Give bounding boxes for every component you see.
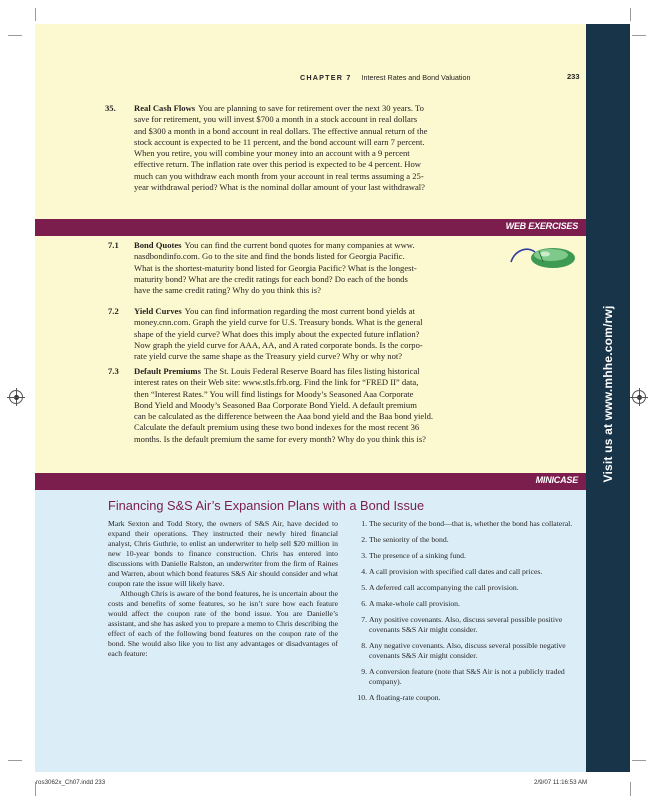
- problem-title: Real Cash Flows: [134, 103, 196, 113]
- exercise-title: Yield Curves: [134, 306, 182, 316]
- crop-mark: [8, 35, 22, 36]
- problem-number: 35.: [105, 103, 116, 113]
- exercise-number: 7.2: [108, 306, 119, 316]
- crop-mark: [632, 760, 646, 761]
- running-header: [300, 73, 471, 82]
- sidebar-url[interactable]: Visit us at www.mhhe.com/rwj: [601, 305, 615, 483]
- minicase-paragraph: Mark Sexton and Todd Story, the owners of S&S Air, have decided to expand their operations. They instructed their newly hired financial analyst, Chris Guthrie, to enlist an underwriter to help sell $20 million in new 10-year bonds to finance construction. Chris has entered into discussions with Danielle Ralston, an underwriter from the firm of Raines and Warren, about which bond features S&S Air should consider and what coupon rate the issue will likely have.: [108, 519, 338, 588]
- list-item: 4. A call provision with specified call dates and call prices.: [361, 567, 543, 576]
- crop-mark: [630, 8, 631, 21]
- chapter-title: Interest Rates and Bond Valuation: [361, 73, 471, 82]
- exercise-title: Default Premiums: [134, 366, 201, 376]
- list-item: 6. A make-whole call provision.: [361, 599, 460, 608]
- crop-mark: [8, 760, 22, 761]
- minicase-feature-list: [355, 519, 577, 709]
- exercise-7-3: Default Premiums The St. Louis Federal Reserve Board has files listing historical interest rates on their Web site: www.stls.frb.org. Find the link for “FRED II” data, then “Interest Rates.” You will find listings for Moody’s Seasoned Aaa Corporate Bond Yield and Moody’s Seasoned Baa Corporate Bond Yield. A default premium can be calculated as the difference between the Aaa bond yield and the Baa bond yield. Calculate the default premium using these two bond indexes for the most recent 36 months. Is the default premium the same for every month? Why do you think this is?: [134, 366, 434, 444]
- footer-timestamp: 2/9/07 11:16:53 AM: [534, 779, 588, 786]
- list-item: 8. Any negative covenants. Also, discuss several possible negative covenants S&S Air might consider.: [361, 641, 566, 660]
- minicase-body: [108, 519, 338, 659]
- exercise-title: Bond Quotes: [134, 240, 182, 250]
- exercise-number: 7.3: [108, 366, 119, 376]
- list-item: 10. A floating-rate coupon.: [357, 693, 441, 702]
- registration-mark-icon: [9, 390, 23, 404]
- minicase-band: [35, 473, 586, 490]
- computer-mouse-icon: [509, 240, 577, 272]
- minicase-title: Financing S&S Air’s Expansion Plans with a Bond Issue: [108, 498, 425, 513]
- exercise-number: 7.1: [108, 240, 119, 250]
- problem-35: Real Cash Flows You are planning to save for retirement over the next 30 years. To save for retirement, you will invest $700 a month in a stock account in real dollars and $300 a month in a bond account in real dollars. The effective annual return of the stock account is expected to be 11 percent, and the bond account will earn 7 percent. When you retire, you will combine your money into an account with a 9 percent effective return. The inflation rate over this period is expected to be 4 percent. How much can you withdraw each month from your account in real terms assuming a 25- year withdrawal period? What is the nominal dollar amount of your last withdrawal?: [134, 103, 428, 193]
- exercise-7-2: Yield Curves You can find information regarding the most current bond yields at money.cnn.com. Graph the yield curve for U.S. Treasury bonds. What is the general shape of the yield curve? What does this imply about the expected future inflation? Now graph the yield curve for AAA, AA, and A rated corporate bonds. Is the corpo- rate yield curve the same shape as the Treasury yield curve? Why or why not?: [134, 306, 423, 362]
- list-item: 1. The security of the bond—that is, whether the bond has collateral.: [361, 519, 573, 528]
- minicase-paragraph: Although Chris is aware of the bond features, he is uncertain about the costs and benefits of some features, so he isn’t sure how each feature would affect the coupon rate of the bond issue. You are Danielle’s assistant, and she has asked you to prepare a memo to Chris describing the effect of each of the following bond features on the coupon rate of the bond. She would also like you to list any advantages or disadvantages of each feature:: [108, 589, 338, 658]
- list-item: 7. Any positive covenants. Also, discuss several possible positive covenants S&S Air might consider.: [361, 615, 563, 634]
- page-number: 233: [567, 72, 580, 81]
- list-item: 2. The seniority of the bond.: [361, 535, 449, 544]
- web-exercises-label: WEB EXERCISES: [505, 221, 578, 231]
- list-item: 9. A conversion feature (note that S&S Air is not a publicly traded company).: [361, 667, 565, 686]
- minicase-label: MINICASE: [535, 475, 578, 485]
- chapter-label: CHAPTER 7: [300, 73, 352, 82]
- crop-mark: [632, 35, 646, 36]
- crop-mark: [630, 782, 631, 796]
- web-exercises-band: [35, 219, 586, 236]
- crop-mark: [35, 8, 36, 21]
- registration-mark-icon: [632, 390, 646, 404]
- footer-file-slug: ros3062x_Ch07.indd 233: [36, 779, 106, 786]
- exercise-7-1: Bond Quotes You can find the current bond quotes for many companies at www. nasdbondinfo.com. Go to the site and find the bonds listed for Georgia Pacific. What is the shortest-maturity bond listed for Georgia Pacific? What is the longest- maturity bond? What are the credit ratings for each bond? Do each of the bonds have the same credit rating? Why do you think this is?: [134, 240, 417, 296]
- list-item: 3. The presence of a sinking fund.: [361, 551, 466, 560]
- list-item: 5. A deferred call accompanying the call provision.: [361, 583, 519, 592]
